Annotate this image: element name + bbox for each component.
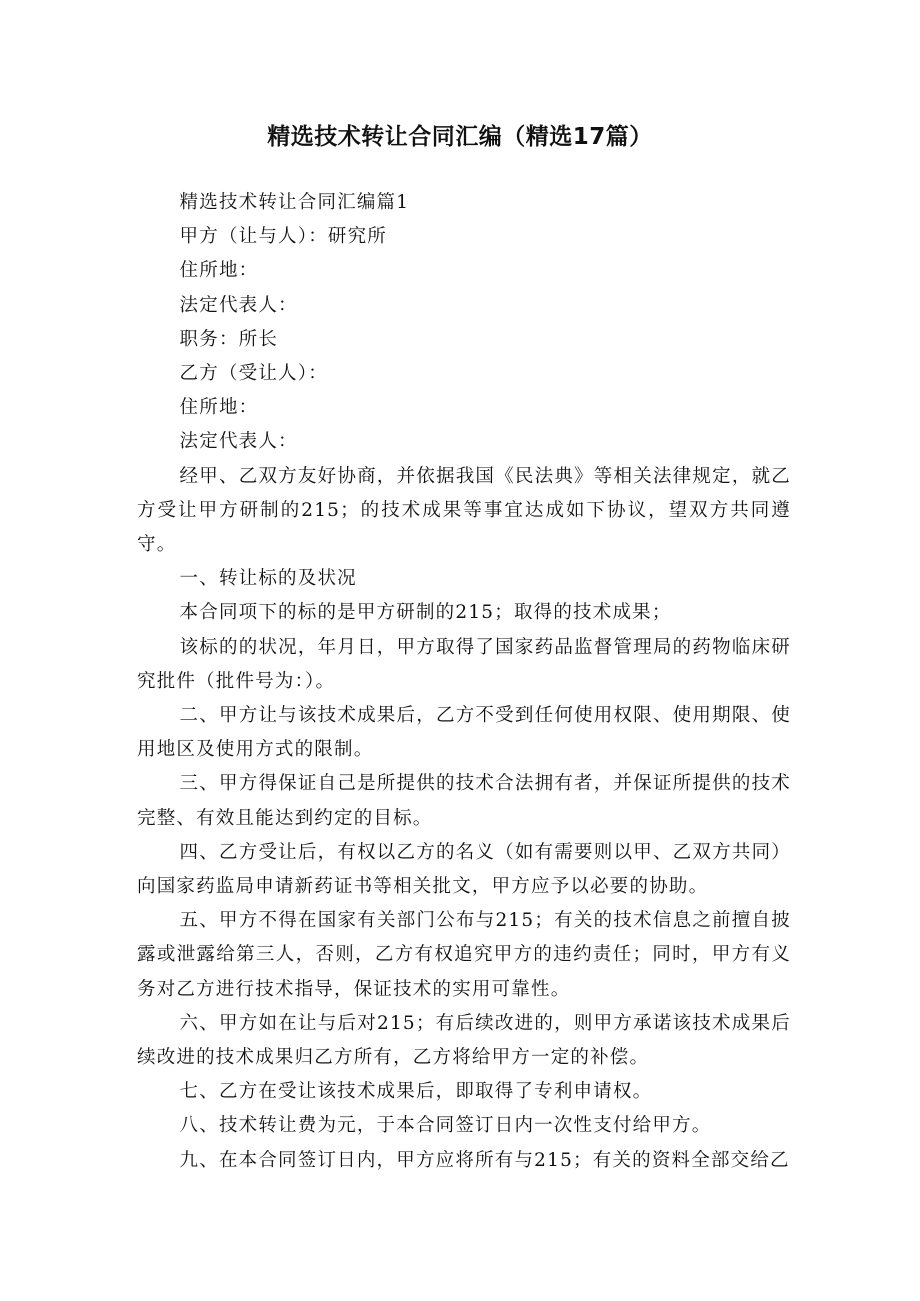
party-a-position: 职务：所长	[179, 328, 279, 350]
clause-4: 四、乙方受让后，有权以乙方的名义（如有需要则以甲、乙双方共同）向国家药监局申请新药证书等相关批文，甲方应予以必要的协助。	[137, 841, 791, 898]
preamble-paragraph: 经甲、乙双方友好协商，并依据我国《民法典》等相关法律规定，就乙方受让甲方研制的215；的技术成果等事宜达成如下协议，望双方共同遵守。	[137, 465, 791, 556]
party-a-name: 甲方（让与人）：研究所	[179, 226, 387, 248]
party-b-name: 乙方（受让人）：	[179, 363, 328, 385]
clause-8: 八、技术转让费为元，于本合同签订日内一次性支付给甲方。	[179, 1115, 712, 1137]
clause-paragraph: 本合同项下的标的是甲方研制的215；取得的技术成果；	[179, 602, 672, 624]
party-b-address: 住所地：	[179, 397, 259, 419]
party-b-representative: 法定代表人：	[179, 431, 298, 453]
document-title: 精选技术转让合同汇编（精选17篇）	[267, 124, 653, 150]
clause-heading-1: 一、转让标的及状况	[179, 568, 357, 590]
clause-6: 六、甲方如在让与后对215；有后续改进的，则甲方承诺该技术成果后续改进的技术成果归乙方所有，乙方将给甲方一定的补偿。	[137, 1012, 791, 1069]
clause-3: 三、甲方得保证自己是所提供的技术合法拥有者，并保证所提供的技术完整、有效且能达到约定的目标。	[137, 773, 791, 829]
clause-2: 二、甲方让与该技术成果后，乙方不受到任何使用权限、使用期限、使用地区及使用方式的限制。	[137, 705, 791, 761]
clause-paragraph: 该标的的状况，年月日，甲方取得了国家药品监督管理局的药物临床研究批件（批件号为：）。	[137, 636, 791, 692]
party-a-address: 住所地：	[179, 260, 259, 282]
clause-9: 九、在本合同签订日内，甲方应将所有与215；有关的资料全部交给乙	[179, 1149, 790, 1171]
party-a-representative: 法定代表人：	[179, 294, 298, 316]
document-body	[137, 186, 791, 1178]
section-heading: 精选技术转让合同汇编篇1	[179, 192, 410, 213]
clause-5: 五、甲方不得在国家有关部门公布与215；有关的技术信息之前擅自披露或泄露给第三人，否则，乙方有权追究甲方的违约责任；同时，甲方有义务对乙方进行技术指导，保证技术的实用可靠性。	[137, 910, 791, 1000]
clause-7: 七、乙方在受让该技术成果后，即取得了专利申请权。	[179, 1081, 653, 1103]
